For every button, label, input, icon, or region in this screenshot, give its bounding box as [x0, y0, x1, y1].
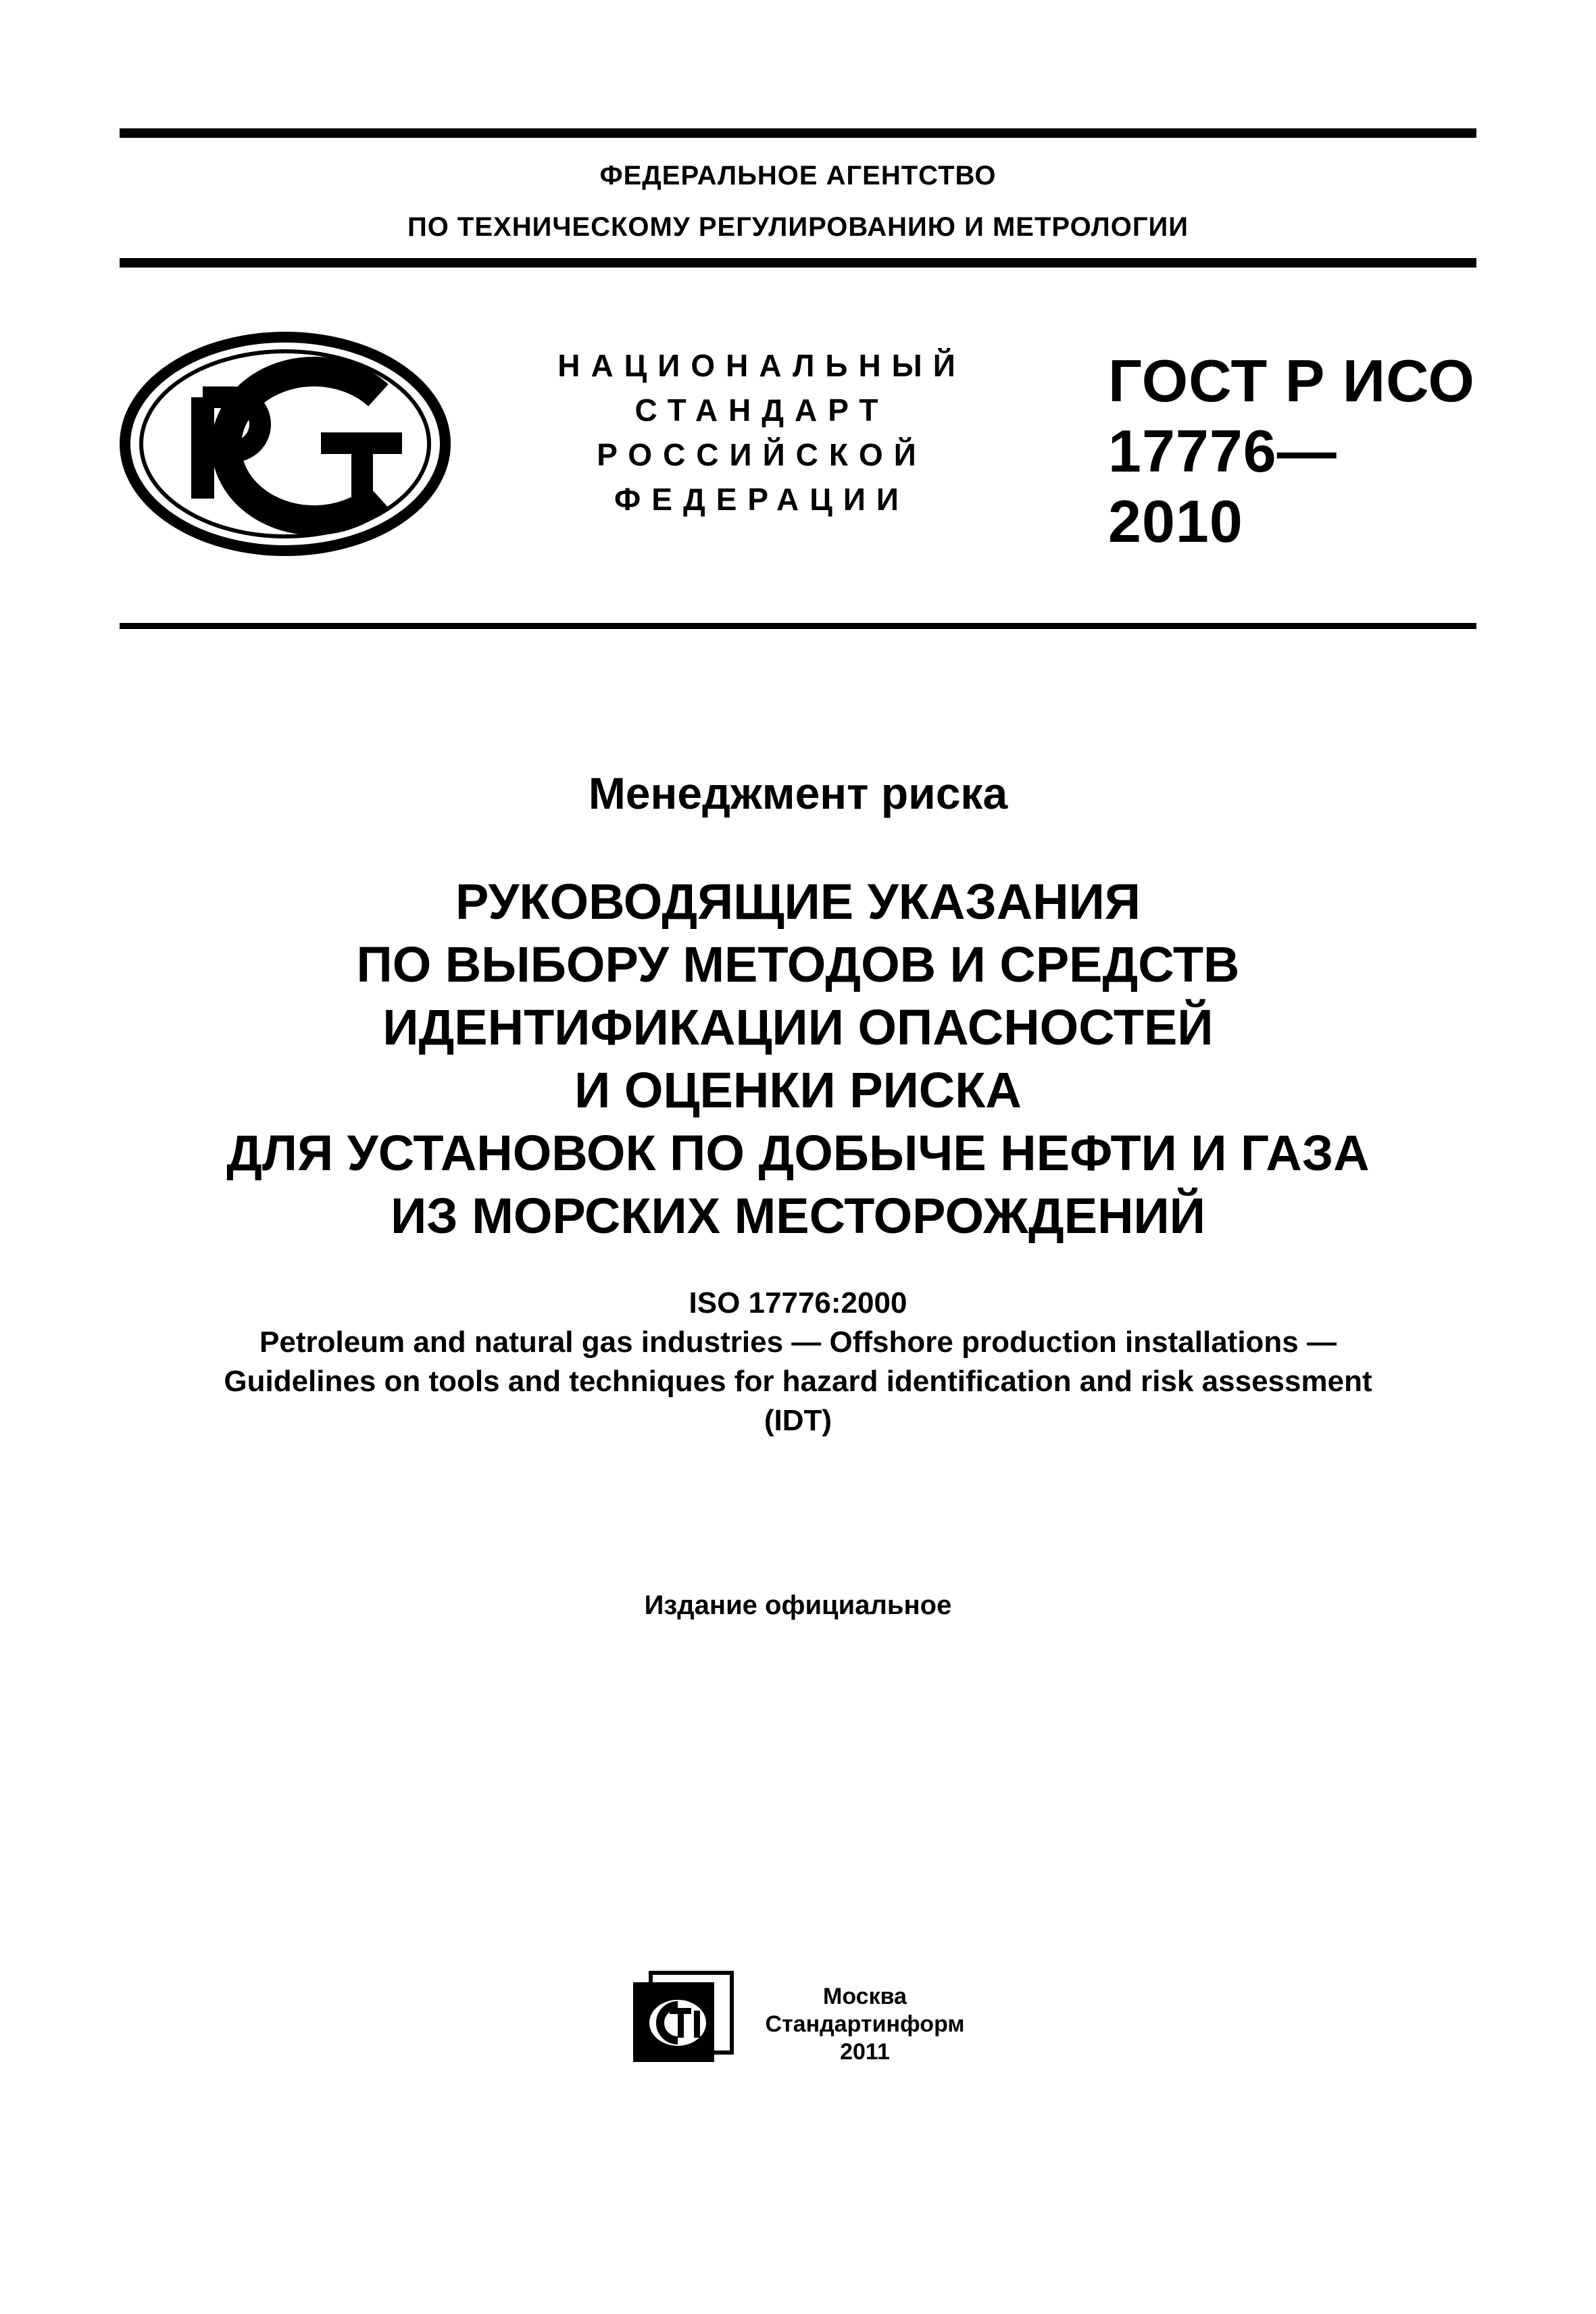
- iso-title-line-2: Guidelines on tools and techniques for hazard identification and risk assessment: [224, 1365, 1372, 1398]
- agency-line-2: ПО ТЕХНИЧЕСКОМУ РЕГУЛИРОВАНИЮ И МЕТРОЛОГИИ: [407, 212, 1189, 242]
- national-standard-line-1: НАЦИОНАЛЬНЫЙ: [557, 348, 966, 383]
- iso-title-line-1: Petroleum and natural gas industries — Offshore production installations —: [259, 1326, 1337, 1359]
- standard-designation: [1108, 346, 1475, 557]
- national-standard-label: [520, 343, 1003, 522]
- iso-number: ISO 17776:2000: [689, 1286, 907, 1319]
- title-line: РУКОВОДЯЩИЕ УКАЗАНИЯ: [455, 874, 1141, 930]
- publisher-info: [743, 1983, 987, 2066]
- designation-line-1: ГОСТ Р ИСО: [1108, 347, 1475, 414]
- title-line: ДЛЯ УСТАНОВОК ПО ДОБЫЧЕ НЕФТИ И ГАЗА: [226, 1125, 1370, 1181]
- title-line: ПО ВЫБОРУ МЕТОДОВ И СРЕДСТВ: [356, 936, 1240, 992]
- edition-note: Издание официальное: [644, 1590, 952, 1620]
- publisher-city: Москва: [823, 1984, 907, 2009]
- document-title: [0, 870, 1596, 1247]
- title-line: ИДЕНТИФИКАЦИИ ОПАСНОСТЕЙ: [382, 999, 1214, 1055]
- agency-header: [120, 150, 1476, 253]
- publication-year: 2011: [840, 2039, 890, 2065]
- title-line: ИЗ МОРСКИХ МЕСТОРОЖДЕНИЙ: [391, 1188, 1205, 1244]
- agency-line-1: ФЕДЕРАЛЬНОЕ АГЕНТСТВО: [599, 161, 997, 191]
- standartinform-logo-icon: [630, 1970, 735, 2065]
- title-line: И ОЦЕНКИ РИСКА: [574, 1062, 1022, 1118]
- designation-line-2: 17776—: [1108, 418, 1337, 484]
- document-subject: Менеджмент риска: [588, 768, 1008, 818]
- publisher-name: Стандартинформ: [765, 2011, 965, 2037]
- top-rule-upper: [120, 128, 1476, 138]
- national-standard-line-3: РОССИЙСКОЙ: [597, 437, 927, 472]
- national-standard-line-2: СТАНДАРТ: [634, 393, 889, 428]
- iso-reference: [0, 1284, 1596, 1440]
- national-standard-line-4: ФЕДЕРАЦИИ: [614, 482, 909, 517]
- header-bottom-rule: [120, 623, 1476, 629]
- designation-line-3: 2010: [1108, 488, 1243, 555]
- top-rule-lower: [120, 258, 1476, 268]
- rst-emblem-icon: [118, 331, 453, 557]
- iso-equivalence: (IDT): [764, 1404, 832, 1437]
